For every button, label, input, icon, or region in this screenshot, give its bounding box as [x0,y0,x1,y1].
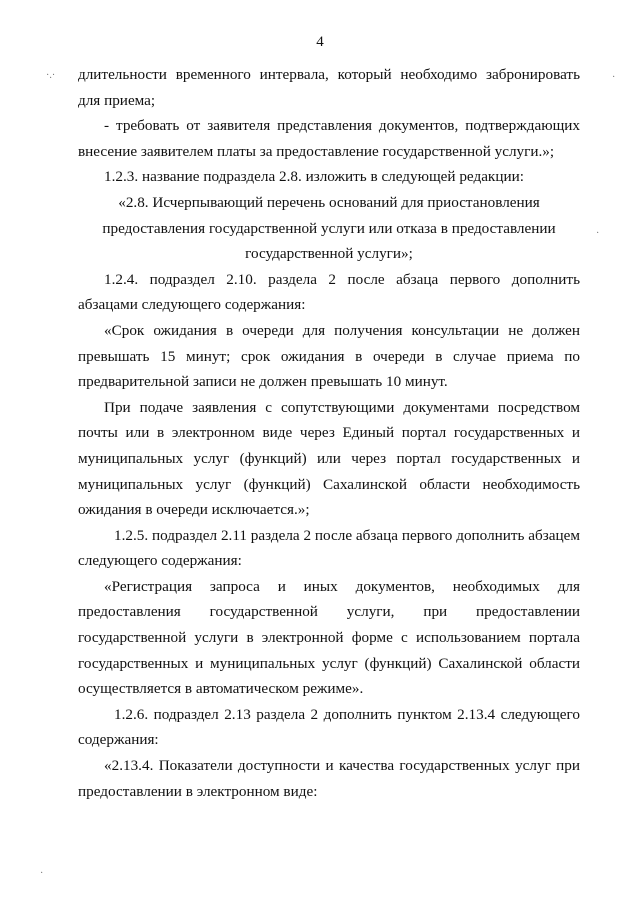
scan-speck: · [612,72,616,83]
scan-speck: · [596,228,600,239]
page-number: 4 [316,34,324,50]
paragraph-electronic-submission: При подаче заявления с сопутствующими документами посредством почты или в электронном виде через Единый портал государственных и муниципальных услуг (функций) или через портал государственных и муниципальных услуг (функций) Сахалинской области необходимость ожидания в очереди исключается.»; [78,398,580,519]
paragraph-1-2-4: 1.2.4. подраздел 2.10. раздела 2 после абзаца первого дополнить абзацами следующего содержания: [78,270,580,314]
paragraph-2-13-4: «2.13.4. Показатели доступности и качества государственных услуг при предоставлении в электронном виде: [78,757,580,800]
paragraph-registration: «Регистрация запроса и иных документов, необходимых для предоставления государственной услуги, при предоставлении государственной услуги в электронной форме с использованием портала государственных и муниципальных услуг (функций) Сахалинской области осуществляется в автоматическом режиме». [78,577,580,698]
paragraph-queue-wait: «Срок ожидания в очереди для получения консультации не должен превышать 15 минут; срок ожидания в очереди в случае приема по предварительной записи не должен превышать 10 минут. [78,321,580,391]
paragraph-section-2-8-title: «2.8. Исчерпывающий перечень оснований для приостановления предоставления государственной услуги или отказа в предоставлении государственной услуги»; [102,193,556,263]
paragraph-requirement: - требовать от заявителя представления документов, подтверждающих внесение заявителем платы за предоставление государственной услуги.»; [78,117,580,160]
paragraph-continuation: длительности временного интервала, который необходимо забронировать для приема; [78,66,580,109]
paragraph-1-2-6: 1.2.6. подраздел 2.13 раздела 2 дополнить пунктом 2.13.4 следующего содержания: [78,705,580,749]
paragraph-1-2-3: 1.2.3. название подраздела 2.8. изложить в следующей редакции: [104,168,524,186]
scan-speck: ·.· [46,70,56,81]
scan-speck: · [40,868,44,879]
paragraph-1-2-5: 1.2.5. подраздел 2.11 раздела 2 после абзаца первого дополнить абзацем следующего содержания: [78,526,580,570]
document-body [78,62,580,804]
